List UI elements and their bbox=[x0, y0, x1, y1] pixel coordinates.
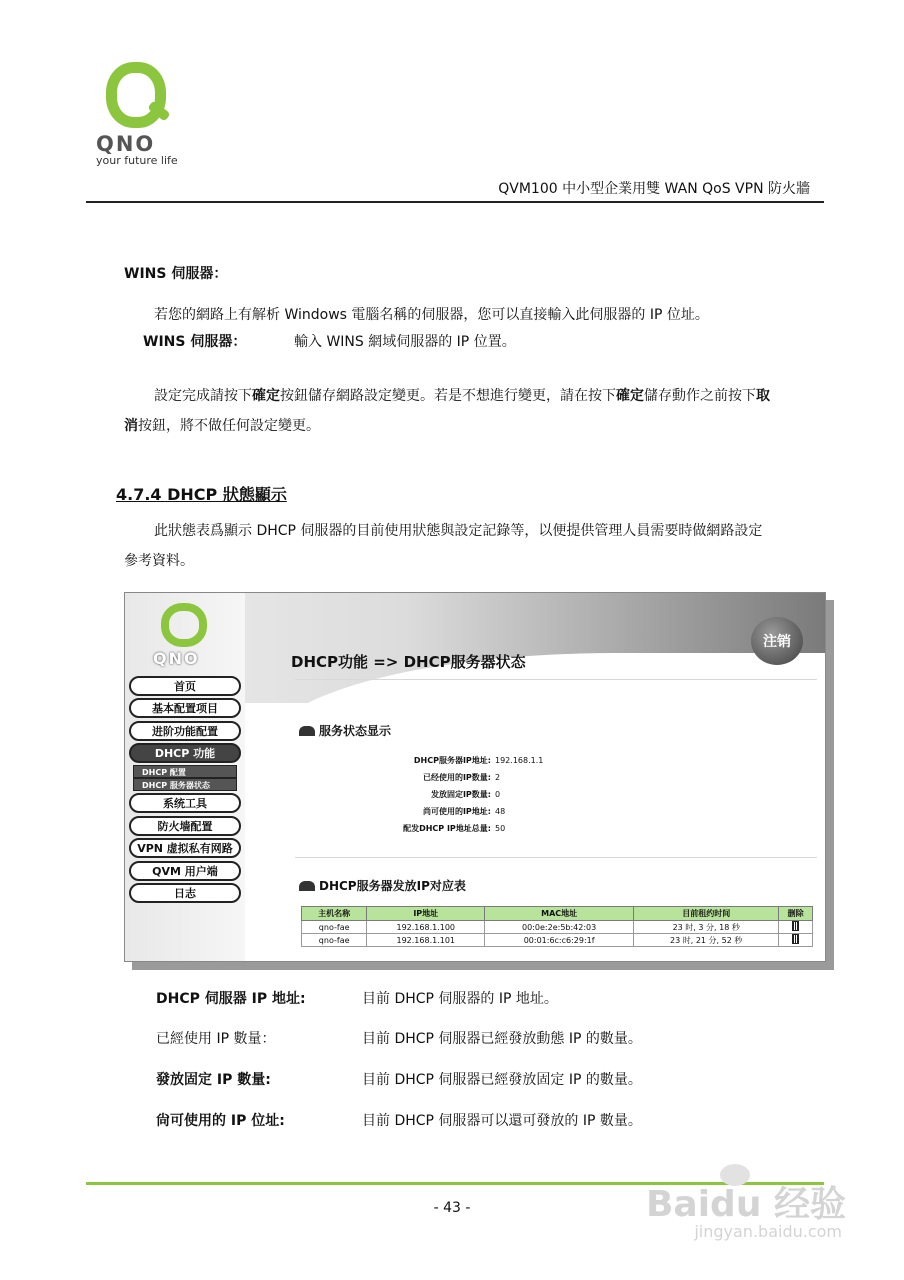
dhcp-status-screenshot bbox=[124, 592, 826, 962]
definition-term: 已經使用 IP 數量： bbox=[156, 1031, 276, 1047]
wins-heading: WINS 伺服器： bbox=[124, 266, 228, 282]
logo-brand: QNO bbox=[96, 132, 156, 156]
screenshot-brand: QNO bbox=[153, 649, 200, 668]
logo-tagline: your future life bbox=[96, 154, 178, 167]
section-heading: 4.7.4 DHCP 狀態顯示 bbox=[116, 485, 287, 504]
status-row: DHCP服务器IP地址: 192.168.1.1 bbox=[413, 756, 544, 765]
nav-advanced-config[interactable]: 进阶功能配置 bbox=[129, 721, 241, 741]
wins-field-label: WINS 伺服器： bbox=[143, 334, 247, 350]
qno-logo bbox=[94, 62, 188, 170]
logout-button[interactable]: 注销 bbox=[751, 617, 803, 665]
wins-intro: 若您的網路上有解析 Windows 電腦名稱的伺服器，您可以直接輸入此伺服器的 IP 位址。 bbox=[154, 307, 709, 323]
definition-desc: 目前 DHCP 伺服器已經發放固定 IP 的數量。 bbox=[362, 1072, 642, 1088]
lease-table bbox=[301, 906, 813, 947]
table-row: qno-fae 192.168.1.100 00:0e:2e:5b:42:03 23 时, 3 分, 18 秒 bbox=[302, 921, 813, 934]
q-logo-icon bbox=[161, 603, 207, 647]
lease-table-heading: DHCP服务器发放IP对应表 bbox=[299, 877, 466, 894]
definition-term: 尙可使用的 IP 位址: bbox=[156, 1113, 285, 1129]
definition-desc: 目前 DHCP 伺服器已經發放動態 IP 的數量。 bbox=[362, 1031, 642, 1047]
table-row: qno-fae 192.168.1.101 00:01:6c:c6:29:1f 23 时, 21 分, 52 秒 bbox=[302, 934, 813, 947]
col-delete: 删除 bbox=[779, 907, 813, 921]
col-mac: MAC地址 bbox=[485, 907, 634, 921]
status-heading: 服务状态显示 bbox=[299, 722, 391, 739]
section-description: 此狀態表爲顯示 DHCP 伺服器的目前使用狀態與設定記錄等，以便提供管理人員需要時做網路設定 參考資料。 bbox=[124, 523, 763, 569]
nav-vpn[interactable]: VPN 虚拟私有网路 bbox=[129, 838, 241, 858]
trash-icon[interactable] bbox=[792, 934, 799, 944]
page-heading: DHCP功能 => DHCP服务器状态 bbox=[291, 653, 526, 671]
status-row: 已经使用的IP数量: 2 bbox=[422, 773, 501, 782]
subnav-dhcp-status[interactable]: DHCP 服务器状态 bbox=[133, 778, 237, 791]
table-header-row bbox=[302, 907, 813, 921]
subnav-dhcp-config[interactable]: DHCP 配置 bbox=[133, 765, 237, 778]
col-hostname: 主机名称 bbox=[302, 907, 367, 921]
definition-desc: 目前 DHCP 伺服器的 IP 地址。 bbox=[362, 991, 558, 1007]
status-row: 发放固定IP数量: 0 bbox=[430, 790, 501, 799]
nav-system-tools[interactable]: 系统工具 bbox=[129, 793, 241, 813]
col-ip: IP地址 bbox=[367, 907, 485, 921]
cancel-keyword: 取 bbox=[756, 388, 770, 404]
header-divider bbox=[86, 201, 824, 203]
confirm-keyword: 確定 bbox=[252, 388, 280, 404]
confirm-keyword-2: 確定 bbox=[616, 388, 644, 404]
nav-firewall[interactable]: 防火墙配置 bbox=[129, 816, 241, 836]
trash-icon[interactable] bbox=[792, 921, 799, 931]
definition-term: DHCP 伺服器 IP 地址: bbox=[156, 991, 306, 1007]
nav-dhcp[interactable]: DHCP 功能 bbox=[129, 743, 241, 763]
wins-field-desc: 輸入 WINS 網域伺服器的 IP 位置。 bbox=[294, 334, 516, 350]
cancel-keyword-2: 消 bbox=[124, 418, 138, 434]
page-number: - 43 - bbox=[433, 1200, 471, 1216]
definition-term: 發放固定 IP 數量: bbox=[156, 1072, 271, 1088]
nav-qvm-client[interactable]: QVM 用户端 bbox=[129, 861, 241, 881]
definition-desc: 目前 DHCP 伺服器可以還可發放的 IP 數量。 bbox=[362, 1113, 642, 1129]
q-logo-icon bbox=[106, 62, 166, 128]
baidu-watermark: Baidu 经验 jingyan.baidu.com bbox=[636, 1168, 846, 1268]
col-lease-time: 目前租约时间 bbox=[634, 907, 779, 921]
nav-basic-config[interactable]: 基本配置项目 bbox=[129, 698, 241, 718]
section-marker-icon bbox=[299, 881, 315, 891]
nav-home[interactable]: 首页 bbox=[129, 676, 241, 696]
status-row: 配发DHCP IP地址总量: 50 bbox=[403, 824, 506, 833]
section-marker-icon bbox=[299, 726, 315, 736]
document-title: QVM100 中小型企業用雙 WAN QoS VPN 防火牆 bbox=[498, 181, 810, 197]
status-row: 尚可使用的IP地址: 48 bbox=[422, 807, 506, 816]
confirm-paragraph: 設定完成請按下確定按鈕儲存網路設定變更。若是不想進行變更，請在按下確定儲存動作之前按下取 消按鈕，將不做任何設定變更。 bbox=[124, 388, 770, 434]
nav-log[interactable]: 日志 bbox=[129, 883, 241, 903]
